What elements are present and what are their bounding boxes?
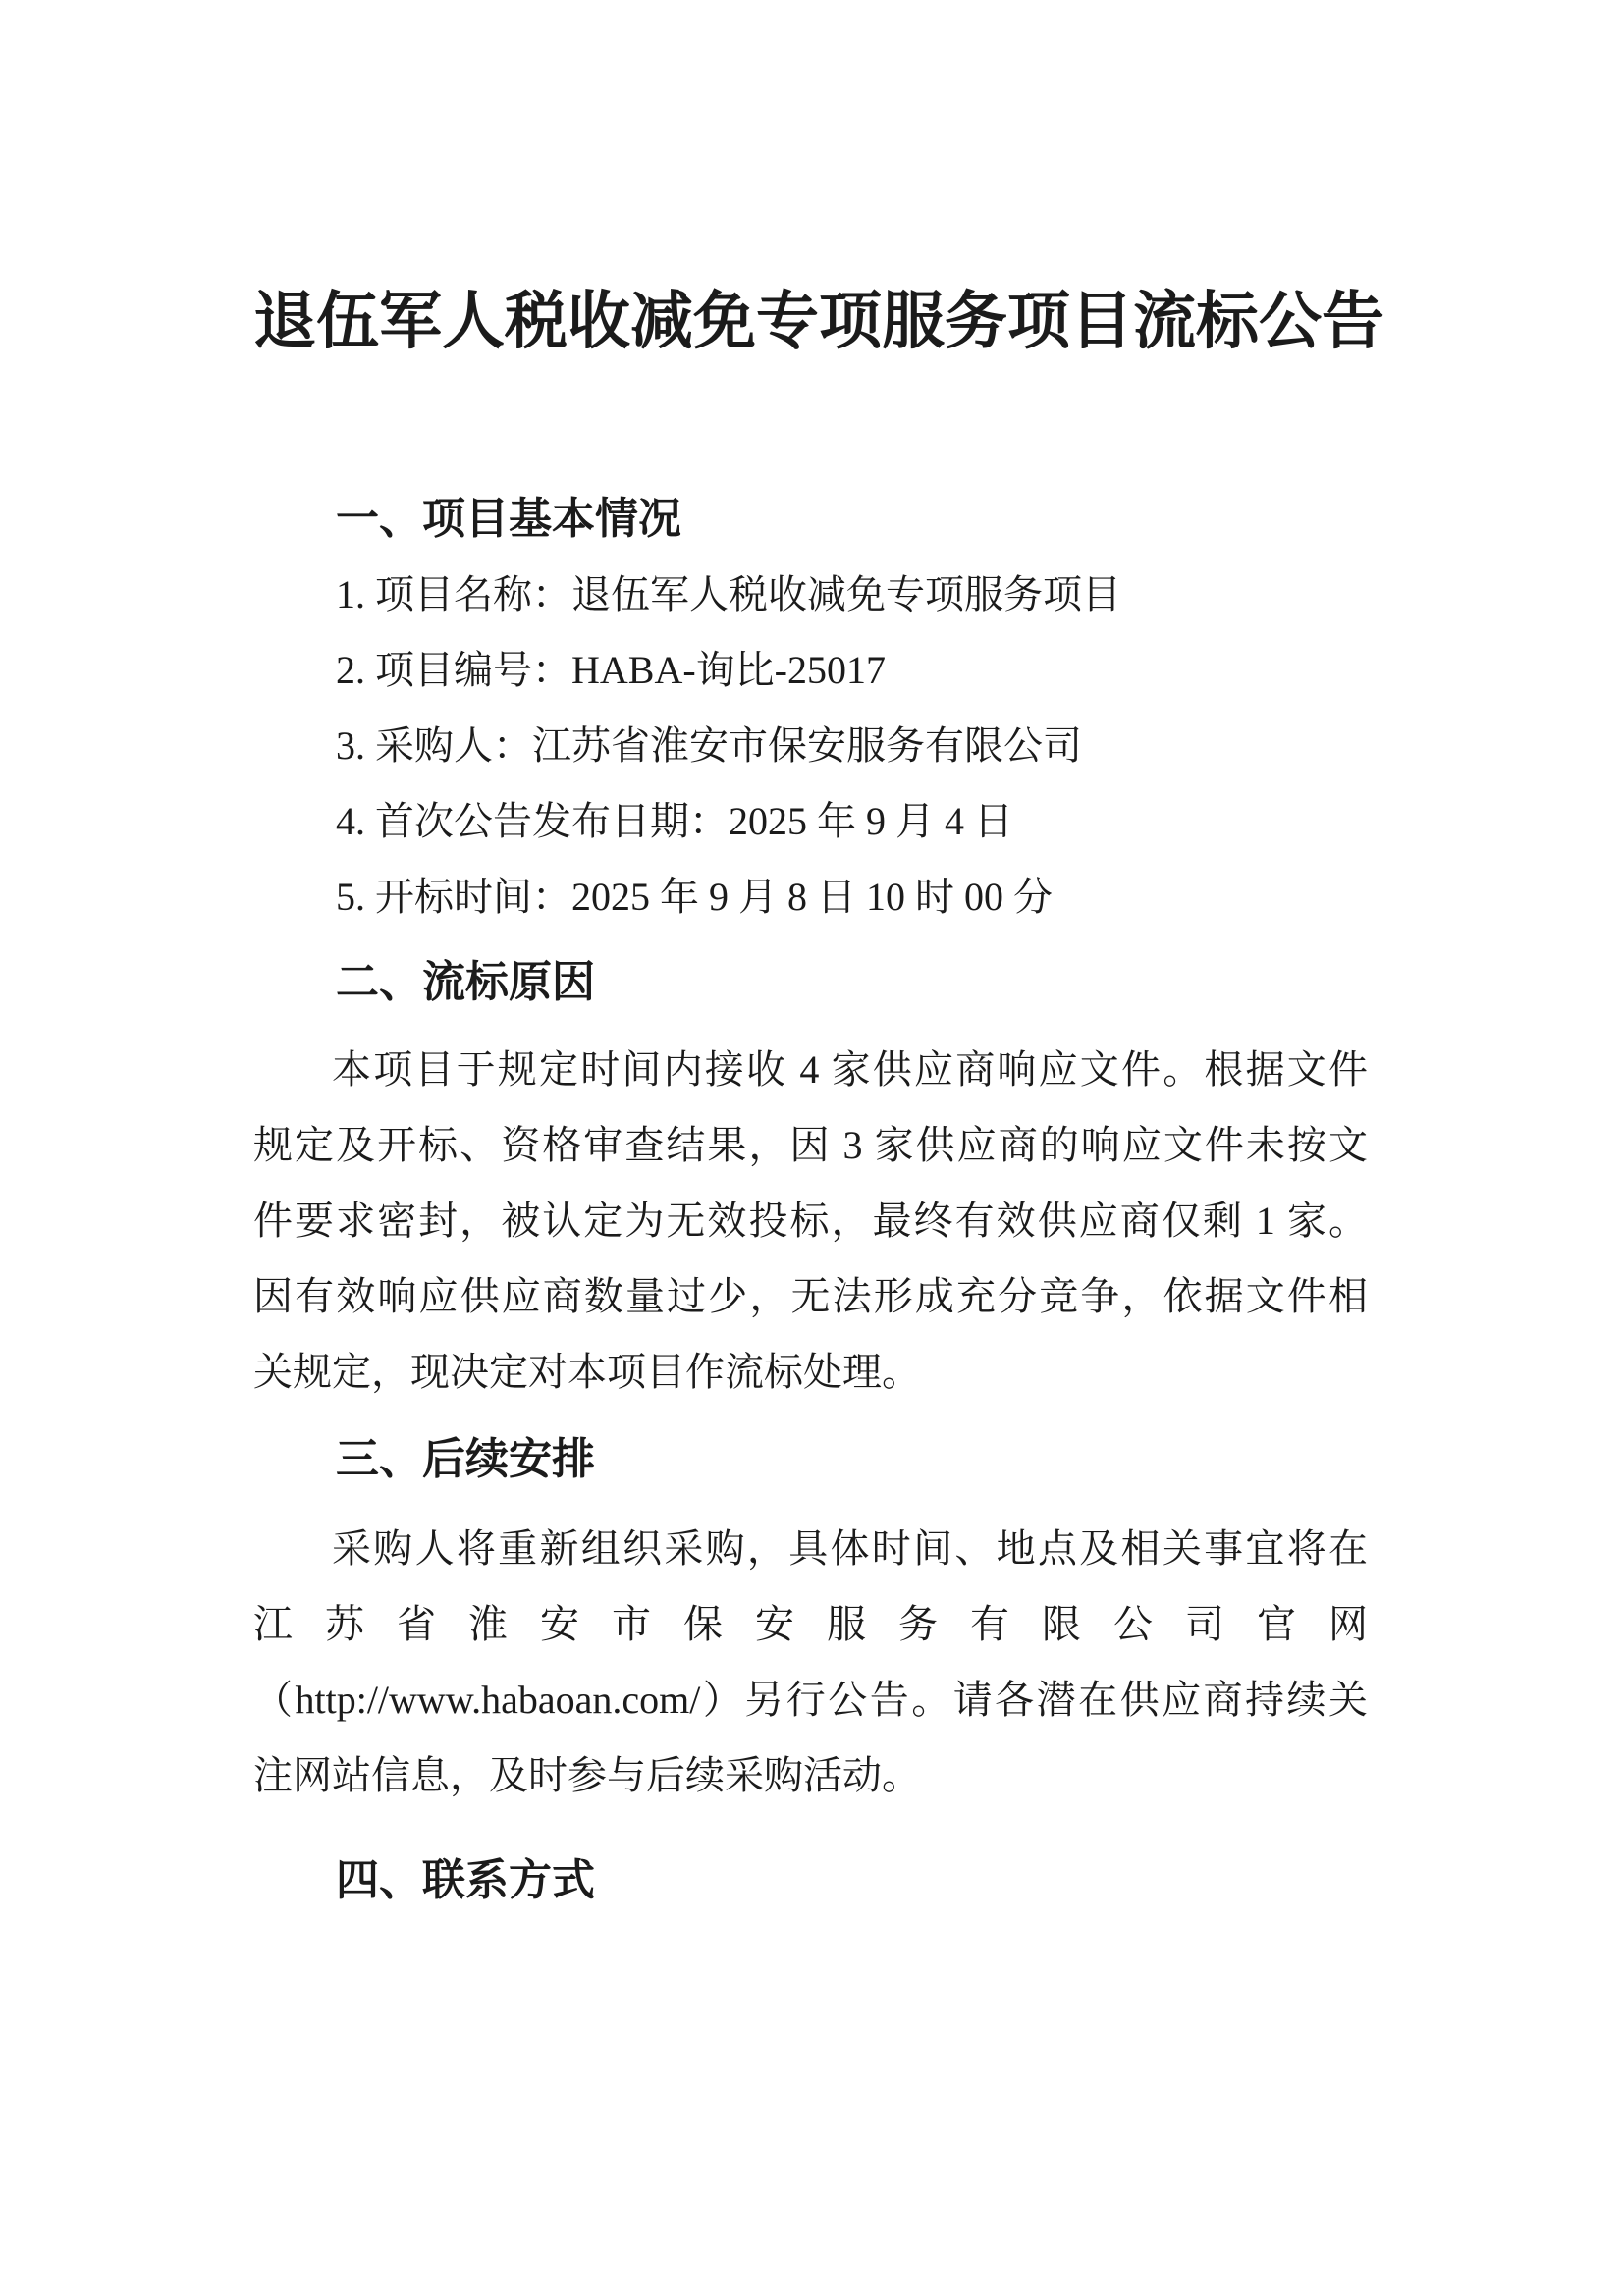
failure-reason-paragraph	[253, 1032, 1368, 1410]
section-heading-contact: 四、联系方式	[336, 1856, 595, 1904]
list-item-project-number: 2. 项目编号：HABA-询比-25017	[336, 648, 886, 692]
list-item-bid-opening-time: 5. 开标时间：2025 年 9 月 8 日 10 时 00 分	[336, 875, 1053, 919]
paragraph-line: 注网站信息，及时参与后续采购活动。	[253, 1753, 921, 1797]
section-heading-follow-up: 三、后续安排	[336, 1435, 595, 1483]
section-heading-failure-reason: 二、流标原因	[336, 958, 595, 1006]
list-item-purchaser: 3. 采购人：江苏省淮安市保安服务有限公司	[336, 723, 1082, 768]
section-failure-reason	[253, 944, 1368, 1410]
paragraph-line: 本项目于规定时间内接收 4 家供应商响应文件。根据文件	[332, 1047, 1368, 1092]
document-title: 退伍军人税收减免专项服务项目流标公告	[253, 287, 1384, 356]
paragraph-line: 规定及开标、资格审查结果，因 3 家供应商的响应文件未按文	[253, 1123, 1368, 1167]
paragraph-line: 江苏省淮安市保安服务有限公司官网	[253, 1602, 1368, 1646]
paragraph-line: 件要求密封，被认定为无效投标，最终有效供应商仅剩 1 家。	[253, 1199, 1368, 1243]
paragraph-line: 采购人将重新组织采购，具体时间、地点及相关事宜将在	[332, 1526, 1368, 1571]
list-item-project-name: 1. 项目名称：退伍军人税收减免专项服务项目	[336, 572, 1121, 616]
paragraph-line-with-url: （http://www.habaoan.com/）另行公告。请各潜在供应商持续关	[253, 1678, 1368, 1722]
section-basic-info	[253, 481, 1368, 934]
section-contact	[253, 1842, 1368, 1918]
paragraph-line: 因有效响应供应商数量过少，无法形成充分竞争，依据文件相	[253, 1274, 1368, 1318]
section-follow-up	[253, 1421, 1368, 1813]
basic-info-list	[253, 557, 1368, 934]
section-heading-basic-info: 一、项目基本情况	[336, 495, 681, 543]
list-item-first-announcement-date: 4. 首次公告发布日期：2025 年 9 月 4 日	[336, 799, 1013, 843]
paragraph-line: 关规定，现决定对本项目作流标处理。	[253, 1350, 921, 1394]
follow-up-paragraph	[253, 1511, 1368, 1813]
